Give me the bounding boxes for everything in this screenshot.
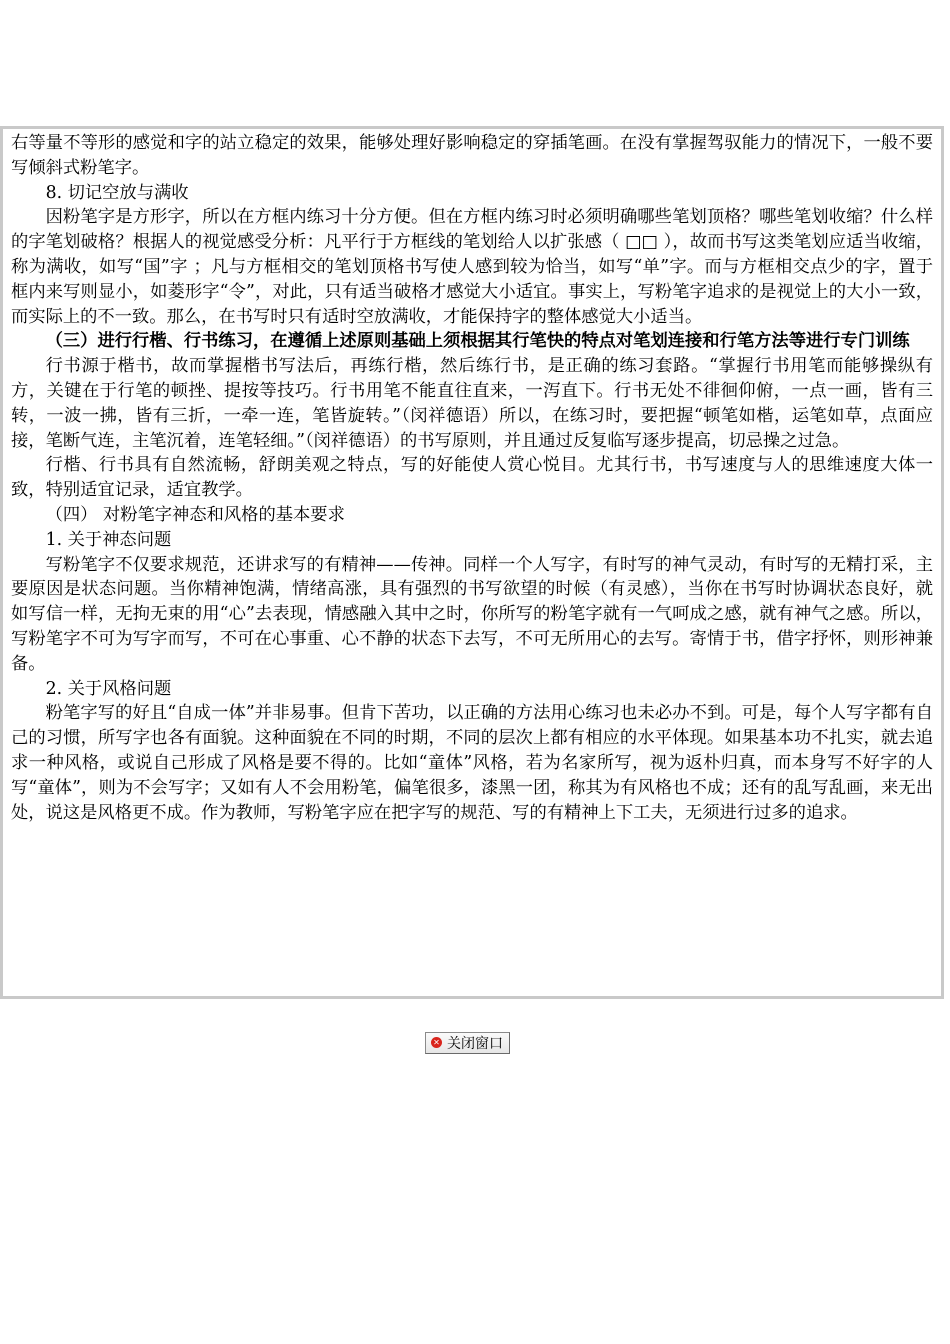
- subheading-1: 1. 关于神态问题: [45, 529, 172, 550]
- close-icon: ✕: [431, 1037, 442, 1048]
- close-window-label: 关闭窗口: [447, 1035, 503, 1052]
- section-heading-4: （四） 对粉笔字神态和风格的基本要求: [45, 504, 345, 525]
- article-frame: [0, 126, 944, 999]
- paragraph-style: 粉笔字写的好且“自成一体”并非易事。但肯下苦功，以正确的方法用心练习也未必办不到。可是，每个人写字都有自己的习惯，所写字也各有面貌。这种面貌在不同的时期，不同的层次上都有相应的水平体现。如果基本功不扎实，就去追求一种风格，或说自己形成了风格是要不得的。比如“童体”风格，若为名家所写，视为返朴归真，而本身写不好字的人写“童体”，则为不会写字；又如有人不会用粉笔，偏笔很多，漆黑一团，称其为有风格也不成；还有的乱写乱画，来无出处，说这是风格更不成。作为教师，写粉笔字应在把字写的规范、写的有精神上下工夫，无须进行过多的追求。: [11, 703, 933, 823]
- subheading-8: 8. 切记空放与满收: [45, 182, 189, 203]
- paragraph-empty-full: 因粉笔字是方形字，所以在方框内练习十分方便。但在方框内练习时必须明确哪些笔划顶格？哪些笔划收缩？什么样的字笔划破格？根据人的视觉感受分析：凡平行于方框线的笔划给人以扩张感（ □□ ），故而书写这类笔划应适当收缩，称为满收，如写“国”字 ；凡与方框相交的笔划顶格书写使人感到较为恰当，如写“单”字。而与方框相交点少的字，置于框内来写则显小，如菱形字“令”，对此，只有适当破格才感觉大小适宜。事实上，写粉笔字追求的是视觉上的大小一致，而实际上的不一致。那么，在书写时只有适时空放满收，才能保持字的整体感觉大小适当。: [11, 207, 933, 327]
- paragraph-spirit: 写粉笔字不仅要求规范，还讲求写的有精神——传神。同样一个人写字，有时写的神气灵动，有时写的无精打采，主要原因是状态问题。当你精神饱满，情绪高涨，具有强烈的书写欲望的时候（有灵感），当你在书写时协调状态良好，就如写信一样，无拘无束的用“心”去表现，情感融入其中之时，你所写的粉笔字就有一气呵成之感，就有神气之感。所以，写粉笔字不可为写字而写，不可在心事重、心不静的状态下去写，不可无所用心的去写。寄情于书，借字抒怀，则形神兼备。: [11, 554, 933, 674]
- article-body: [3, 129, 941, 825]
- close-bar: [0, 1030, 935, 1054]
- paragraph-running-features: 行楷、行书具有自然流畅，舒朗美观之特点，写的好能使人赏心悦目。尤其行书，书写速度与人的思维速度大体一致，特别适宜记录，适宜教学。: [11, 455, 933, 501]
- section-heading-3: （三）进行行楷、行书练习，在遵循上述原则基础上须根据其行笔快的特点对笔划连接和行笔方法等进行专门训练: [45, 331, 910, 352]
- subheading-2: 2. 关于风格问题: [45, 678, 172, 699]
- paragraph-running-script: 行书源于楷书，故而掌握楷书写法后，再练行楷，然后练行书，是正确的练习套路。“掌握行书用笔而能够操纵有方，关键在于行笔的顿挫、提按等技巧。行书用笔不能直往直来，一泻直下。行书无处不徘徊仰俯，一点一画，皆有三转，一波一拂，皆有三折，一牵一连，笔皆旋转。”（闵祥德语）所以，在练习时，要把握“顿笔如楷，运笔如草，点面应接，笔断气连，主笔沉着，连笔轻细。”（闵祥德语）的书写原则，并且通过反复临写逐步提高，切忌操之过急。: [11, 356, 933, 451]
- paragraph-intro: 右等量不等形的感觉和字的站立稳定的效果，能够处理好影响稳定的穿插笔画。在没有掌握驾驭能力的情况下，一般不要写倾斜式粉笔字。: [11, 133, 933, 178]
- close-window-button[interactable]: [425, 1032, 510, 1054]
